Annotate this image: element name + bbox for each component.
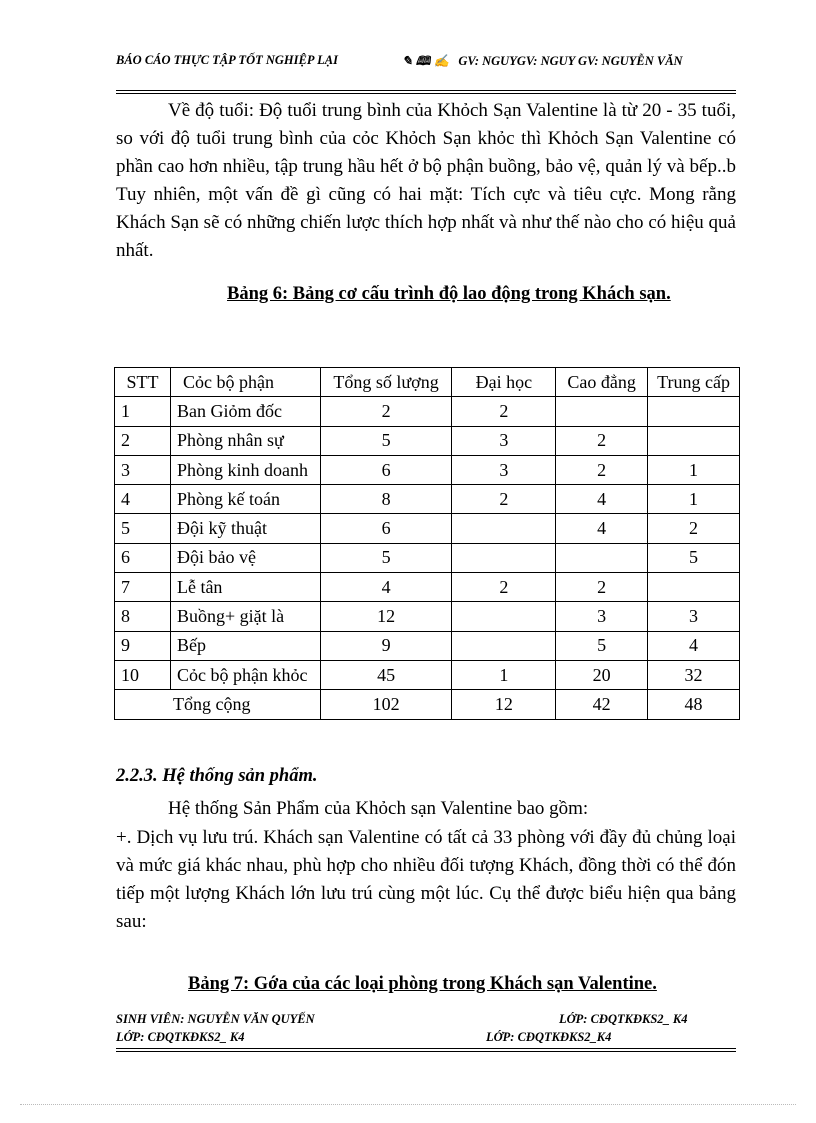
table-row — [115, 631, 740, 660]
table-row — [115, 543, 740, 572]
table-cell: 2 — [320, 397, 452, 426]
table-cell — [452, 514, 556, 543]
header-decoration-icons: ✎ 🕮 ✍ — [402, 54, 450, 68]
table-cell: 12 — [320, 602, 452, 631]
footer-rule — [116, 1048, 736, 1049]
table-cell: 6 — [115, 543, 171, 572]
table-cell: Bếp — [170, 631, 320, 660]
column-header: Cao đẳng — [556, 368, 648, 397]
total-intermediate: 48 — [648, 690, 740, 719]
table-header-row — [115, 368, 740, 397]
table-cell: 45 — [320, 660, 452, 689]
table-cell: Ban Giỏm đốc — [170, 397, 320, 426]
table-cell: 1 — [115, 397, 171, 426]
table-cell — [648, 573, 740, 602]
table-cell: 5 — [648, 543, 740, 572]
footer-student: SINH VIÊN: NGUYỄN VĂN QUYẾN — [116, 1012, 315, 1026]
table-cell: 2 — [452, 573, 556, 602]
table-cell: Phòng nhân sự — [170, 426, 320, 455]
table-cell: 6 — [320, 455, 452, 484]
table-row — [115, 660, 740, 689]
table-cell: 5 — [115, 514, 171, 543]
table-cell: Lễ tân — [170, 573, 320, 602]
table-cell: 1 — [648, 455, 740, 484]
table-cell — [648, 397, 740, 426]
table-cell: Phòng kế toán — [170, 485, 320, 514]
table-cell: 5 — [320, 426, 452, 455]
table-row — [115, 397, 740, 426]
table-cell — [452, 543, 556, 572]
table-cell — [648, 426, 740, 455]
table-cell — [556, 543, 648, 572]
footer-class-right: LỚP: CĐQTKĐKS2_K4 — [486, 1030, 612, 1044]
table-cell: 10 — [115, 660, 171, 689]
table-cell: 6 — [320, 514, 452, 543]
table-cell: 20 — [556, 660, 648, 689]
table-cell: 2 — [648, 514, 740, 543]
table-cell: 3 — [115, 455, 171, 484]
header-instructor: GV: NGUYGV: NGUY GV: NGUYỄN VĂN — [458, 54, 683, 68]
table-cell: 2 — [452, 485, 556, 514]
column-header: STT — [115, 368, 171, 397]
header-right — [402, 52, 683, 73]
header-rule — [116, 90, 736, 91]
header-report-title: BÁO CÁO THỰC TẬP TỐT NGHIỆP LẠI — [116, 53, 338, 67]
table-cell: 2 — [556, 455, 648, 484]
table-cell: 3 — [648, 602, 740, 631]
table-cell: 4 — [556, 485, 648, 514]
header-rule-double — [116, 93, 736, 94]
table-row — [115, 485, 740, 514]
accommodation-paragraph: +. Dịch vụ lưu trú. Khách sạn Valentine có tất cả 33 phòng với đầy đủ chủng loại và mức giá khác nhau, phù hợp cho nhiều đối tượng Khách, đồng thời có thể đón tiếp một lượng Khách lớn lưu trú cùng một lúc. Cụ thể được biểu hiện qua bảng sau: — [116, 827, 736, 932]
total-total: 102 — [320, 690, 452, 719]
table-cell: 1 — [452, 660, 556, 689]
table-row — [115, 514, 740, 543]
table-cell: 2 — [556, 573, 648, 602]
page-header — [116, 52, 736, 90]
table-cell: 4 — [556, 514, 648, 543]
table-cell — [452, 631, 556, 660]
table-cell: 2 — [115, 426, 171, 455]
table-cell: 32 — [648, 660, 740, 689]
table-cell: 3 — [556, 602, 648, 631]
total-college: 42 — [556, 690, 648, 719]
table-cell: 2 — [452, 397, 556, 426]
table-cell: Phòng kinh doanh — [170, 455, 320, 484]
table-cell — [452, 602, 556, 631]
table-cell: 4 — [115, 485, 171, 514]
table-cell: 3 — [452, 455, 556, 484]
table-row — [115, 455, 740, 484]
footer-class: LỚP: CĐQTKĐKS2_ K4 — [559, 1012, 688, 1026]
table-cell: 9 — [115, 631, 171, 660]
section-intro: Hệ thống Sản Phẩm của Khỏch sạn Valentine bao gồm: — [168, 798, 589, 819]
table-cell: Đội kỹ thuật — [170, 514, 320, 543]
table7-caption: Bảng 7: Gớa của các loại phòng trong Khách sạn Valentine. — [188, 974, 657, 994]
intro-paragraph: Về độ tuổi: Độ tuổi trung bình của Khỏch Sạn Valentine là từ 20 - 35 tuổi, so với độ tuổi trung bình của cỏc Khỏch Sạn khỏc thì Khỏch Sạn Valentine có phần cao hơn nhiều, tập trung hầu hết ở bộ phận buồng, bảo vệ, quản lý và bếp..b Tuy nhiên, một vấn đề gì cũng có hai mặt: Tích cực và tiêu cực. Mong rằng Khách Sạn sẽ có những chiến lược thích hợp nhất và như thế nào cho có hiệu quả nhất. — [116, 100, 736, 261]
table-cell: 4 — [320, 573, 452, 602]
table-cell: 1 — [648, 485, 740, 514]
labor-qualification-table — [114, 367, 740, 720]
table-cell — [556, 397, 648, 426]
table-cell: 8 — [320, 485, 452, 514]
table-row — [115, 602, 740, 631]
table-cell: 3 — [452, 426, 556, 455]
total-university: 12 — [452, 690, 556, 719]
column-header: Đại học — [452, 368, 556, 397]
column-header: Trung cấp — [648, 368, 740, 397]
total-label: Tổng cộng — [115, 690, 321, 719]
table6-caption: Bảng 6: Bảng cơ cấu trình độ lao động trong Khách sạn. — [227, 284, 671, 304]
section-heading: 2.2.3. Hệ thống sản phẩm. — [116, 766, 318, 786]
table-cell: 4 — [648, 631, 740, 660]
column-header: Tổng số lượng — [320, 368, 452, 397]
table-row — [115, 573, 740, 602]
footer-rule-double — [116, 1051, 736, 1052]
table-cell: 9 — [320, 631, 452, 660]
table-total-row — [115, 690, 740, 719]
table-cell: Cỏc bộ phận khỏc — [170, 660, 320, 689]
table-cell: 2 — [556, 426, 648, 455]
table-cell: 5 — [556, 631, 648, 660]
table-cell: Đội bảo vệ — [170, 543, 320, 572]
table-cell: 8 — [115, 602, 171, 631]
table-cell: 5 — [320, 543, 452, 572]
footer-class-left: LỚP: CĐQTKĐKS2_ K4 — [116, 1030, 245, 1044]
column-header: Cỏc bộ phận — [170, 368, 320, 397]
page-bottom-rule — [20, 1104, 796, 1105]
table-row — [115, 426, 740, 455]
table-cell: 7 — [115, 573, 171, 602]
table-cell: Buồng+ giặt là — [170, 602, 320, 631]
